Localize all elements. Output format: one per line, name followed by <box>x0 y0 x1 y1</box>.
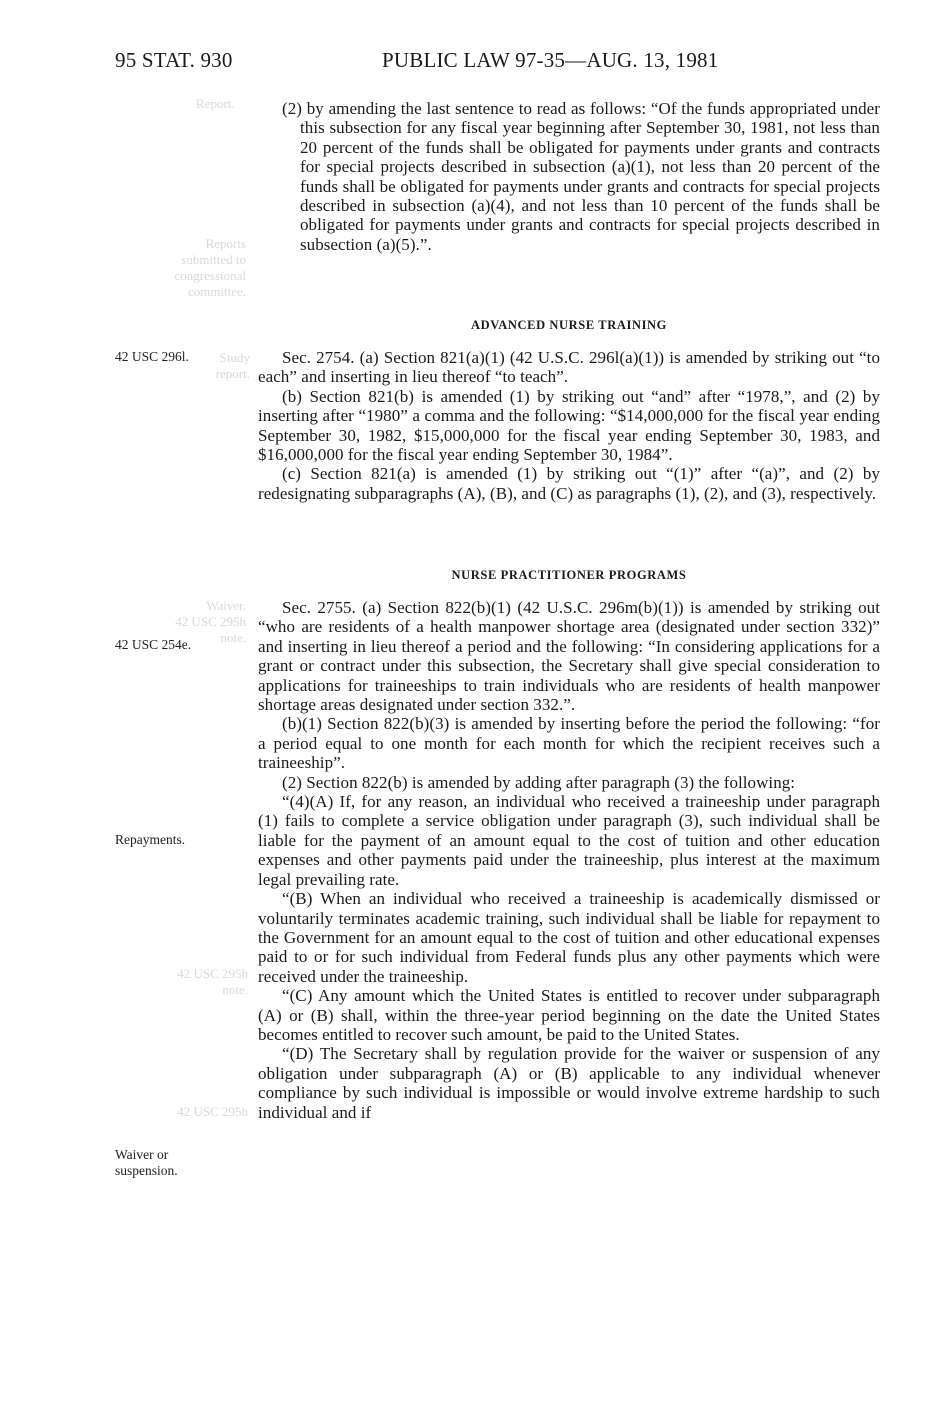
bleed-through-reports-line1: Reports <box>205 236 246 251</box>
section-2755-block <box>258 598 880 1122</box>
section-2755-b2: (2) Section 822(b) is amended by adding after paragraph (3) the following: <box>282 772 796 792</box>
subparagraph-4d: “(D) The Secretary shall by regulation provide for the waiver or suspension of any obligation under subparagraph (A) or (B) applicable to any individual whenever compliance by such individual is impossible or would involve extreme hardship to such individual and if <box>258 1044 880 1122</box>
margin-note-waiver-line2: suspension. <box>115 1163 178 1178</box>
section-2754-b: (b) Section 821(b) is amended (1) by striking out “and” after “1978,”, and (2) by inserting after “1980” a comma and the following: “$14,000,000 for the fiscal year ending September 30, 1982, $15,000,000 for the fiscal year ending September 30, 1983, and $16,000,000 for the fiscal year ending September 30, 1984”. <box>258 386 880 465</box>
bleed-through-usc: 42 USC 295h <box>177 1104 248 1119</box>
section-2754-block <box>258 348 880 503</box>
bleed-through-waiver-line1: Waiver. <box>206 598 246 613</box>
subparagraph-4c: “(C) Any amount which the United States is entitled to recover under subparagraph (A) or (B) shall, within the three-year period beginning on the date the United States becomes entitled to recover such amount, be paid to the United States. <box>258 986 880 1044</box>
section-2755-b1: (b)(1) Section 822(b)(3) is amended by inserting before the period the following: “for a period equal to one month for each month for which the recipient receives such a traineeship”. <box>258 714 880 773</box>
bleed-through-usc-note <box>150 966 248 998</box>
section-2754-c: (c) Section 821(a) is amended (1) by striking out “(1)” after “(a)”, and (2) by redesignating subparagraphs (A), (B), and (C) as paragraphs (1), (2), and (3), respectively. <box>258 464 880 503</box>
continuation-paragraph-block <box>258 99 880 254</box>
page-number: 95 STAT. 930 <box>115 48 233 72</box>
margin-note-42-usc-296l: 42 USC 296l. <box>115 349 189 364</box>
paragraph-2-amendment: (2) by amending the last sentence to read as follows: “Of the funds appropriated under this subsection for any fiscal year beginning after September 30, 1981, not less than 20 percent of the funds shall be obligated for payments under grants and contracts for special projects described in subsection (a)(1), not less than 20 percent of the funds shall be obligated for payments under grants and contracts for special projects described in subsection (a)(4), and not less than 10 percent of the funds shall be obligated for payments under grants and contracts for special projects described in subsection (a)(5).”. <box>282 99 880 254</box>
bleed-through-study-line2: report. <box>215 366 250 381</box>
bleed-through-usc-line1: 42 USC 295h <box>177 966 248 981</box>
bleed-through-reports-line3: congressional <box>174 268 246 283</box>
margin-note-repayments: Repayments. <box>115 832 186 847</box>
bleed-through-study-line1: Study <box>219 350 250 365</box>
margin-note-waiver <box>115 1147 178 1179</box>
page-title: PUBLIC LAW 97-35—AUG. 13, 1981 <box>382 48 719 72</box>
bleed-through-reports-line2: submitted to <box>181 252 246 267</box>
margin-note-waiver-line1: Waiver or <box>115 1147 169 1162</box>
bleed-through-reports-line4: committee. <box>187 284 246 299</box>
subparagraph-4a: “(4)(A) If, for any reason, an individual who received a traineeship under paragraph (1) fails to complete a service obligation under paragraph (3), such individual shall be liable for the payment of an amount equal to the cost of tuition and other education expenses and other payments paid under the traineeship, plus interest at the maximum legal prevailing rate. <box>258 792 880 889</box>
heading-advanced-nurse-training: ADVANCED NURSE TRAINING <box>470 318 667 332</box>
section-2754-a: Sec. 2754. (a) Section 821(a)(1) (42 U.S.C. 296l(a)(1)) is amended by striking out “to each” and inserting in lieu thereof “to teach”. <box>258 348 880 387</box>
bleed-through-usc-line2: note. <box>222 982 248 997</box>
bleed-through-waiver-line2: 42 USC 295h <box>175 614 246 629</box>
section-2755-a: Sec. 2755. (a) Section 822(b)(1) (42 U.S.C. 296m(b)(1)) is amended by striking out “who are residents of a health manpower shortage area (designated under section 332)” and inserting in lieu thereof a period and the following: “In considering applications for a grant or contract under this subsection, the Secretary shall give special consideration to applications for traineeships to train individuals who are residents of health manpower shortage areas designated under section 332.”. <box>258 598 880 715</box>
bleed-through-waiver-line3: note. <box>220 630 246 645</box>
bleed-through-report: Report. <box>196 96 235 111</box>
bleed-through-reports-note <box>150 236 246 300</box>
heading-nurse-practitioner-programs: NURSE PRACTITIONER PROGRAMS <box>451 568 687 582</box>
margin-note-42-usc-254e: 42 USC 254e. <box>115 637 192 652</box>
subparagraph-4b: “(B) When an individual who received a traineeship is academically dismissed or voluntarily terminates academic training, such individual shall be liable for repayment to the Government for an amount equal to the cost of tuition and other educational expenses paid to or for such individual from Federal funds plus any other payments which were received under the traineeship. <box>258 889 880 986</box>
